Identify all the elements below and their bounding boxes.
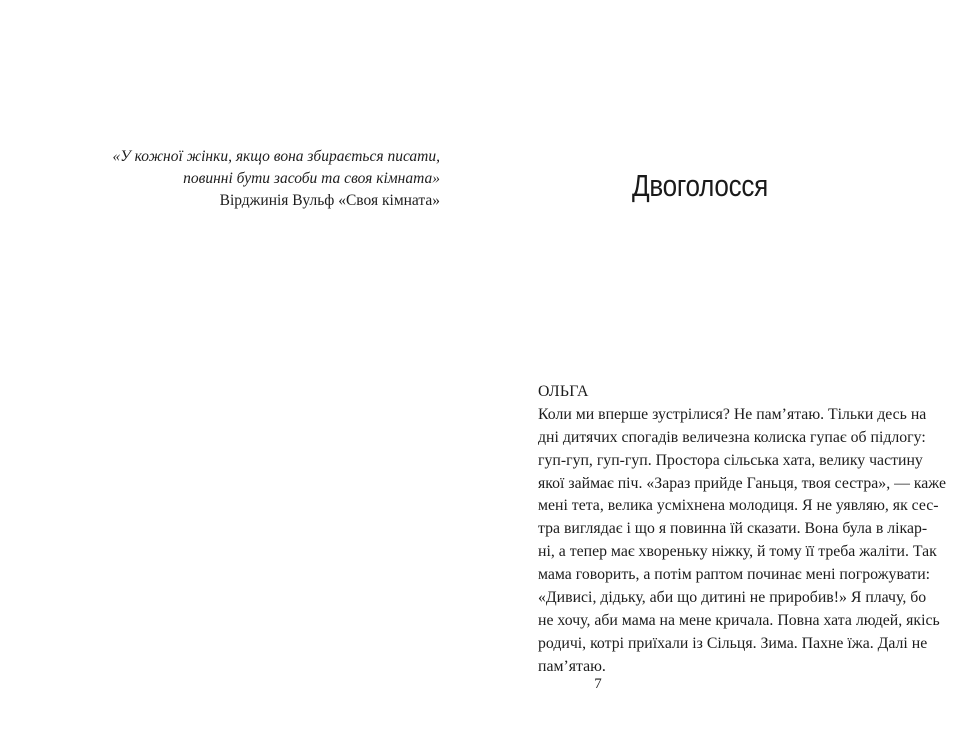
paragraph-line: тра виглядає і що я повинна їй сказати. Вона була в лікар- — [538, 520, 928, 538]
speaker-name: ОЛЬГА — [538, 383, 589, 400]
epigraph-attribution: Вірджинія Вульф «Своя кімната» — [219, 192, 440, 209]
paragraph-line: «Дивисі, дідьку, аби що дитині не приробив!» Я плачу, бо — [538, 589, 927, 607]
paragraph-line: родичі, котрі приїхали із Сільця. Зима. Пахне їжа. Далі не — [538, 634, 928, 652]
body-text — [538, 381, 947, 679]
paragraph-line: ні, а тепер має хвореньку ніжку, й тому її треба жаліти. Так — [538, 543, 937, 561]
epigraph — [80, 146, 440, 212]
paragraph-line: мені тета, велика усміхнена молодиця. Я не уявляю, як сес- — [538, 497, 939, 515]
paragraph-line: гуп-гуп, гуп-гуп. Простора сільська хата, велику частину — [538, 451, 923, 469]
paragraph-line: мама говорить, а потім раптом починає мені погрожувати: — [538, 566, 931, 584]
paragraph-line: пам’ятаю. — [538, 657, 606, 675]
chapter-title: Двоголосся — [631, 168, 769, 203]
paragraph-line: якої займає піч. «Зараз прийде Ганьця, твоя сестра», — каже — [538, 474, 947, 492]
epigraph-line: повинні бути засоби та своя кімната» — [183, 170, 440, 187]
paragraph-line: не хочу, аби мама на мене кричала. Повна хата людей, якісь — [538, 611, 940, 629]
page-number: 7 — [594, 676, 602, 692]
paragraph-line: Коли ми вперше зустрілися? Не пам’ятаю. Тільки десь на — [538, 405, 927, 423]
paragraph-line: дні дитячих спогадів величезна колиска гупає об підлогу: — [538, 428, 926, 446]
epigraph-line: «У кожної жінки, якщо вона збирається писати, — [112, 148, 440, 165]
right-page — [485, 0, 970, 746]
